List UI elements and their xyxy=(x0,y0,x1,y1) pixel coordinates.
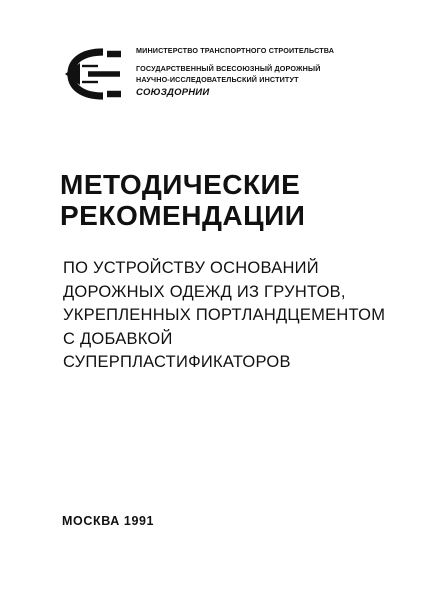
document-subtitle xyxy=(63,257,403,375)
title-line-2: РЕКОМЕНДАЦИИ xyxy=(60,200,306,231)
title-line-1: МЕТОДИЧЕСКИЕ xyxy=(60,169,301,200)
document-title xyxy=(60,169,390,231)
institute-name-line-1: ГОСУДАРСТВЕННЫЙ ВСЕСОЮЗНЫЙ ДОРОЖНЫЙ xyxy=(136,64,321,74)
publication-imprint: МОСКВА 1991 xyxy=(62,514,155,528)
soyuzdornii-logo-icon xyxy=(64,46,126,102)
subtitle-line-2: ДОРОЖНЫХ ОДЕЖД ИЗ ГРУНТОВ, xyxy=(63,282,346,301)
institute-name-line-2: НАУЧНО-ИССЛЕДОВАТЕЛЬСКИЙ ИНСТИТУТ xyxy=(136,75,299,85)
subtitle-line-3: УКРЕПЛЕННЫХ ПОРТЛАНДЦЕМЕНТОМ xyxy=(63,306,386,324)
subtitle-line-1: ПО УСТРОЙСТВУ ОСНОВАНИЙ xyxy=(63,259,319,277)
institute-short-name: СОЮЗДОРНИИ xyxy=(136,86,210,98)
publisher-block xyxy=(136,47,406,97)
subtitle-line-5: СУПЕРПЛАСТИФИКАТОРОВ xyxy=(63,353,291,371)
ministry-name: МИНИСТЕРСТВО ТРАНСПОРТНОГО СТРОИТЕЛЬСТВА xyxy=(136,46,335,55)
subtitle-line-4: С ДОБАВКОЙ xyxy=(63,329,173,348)
